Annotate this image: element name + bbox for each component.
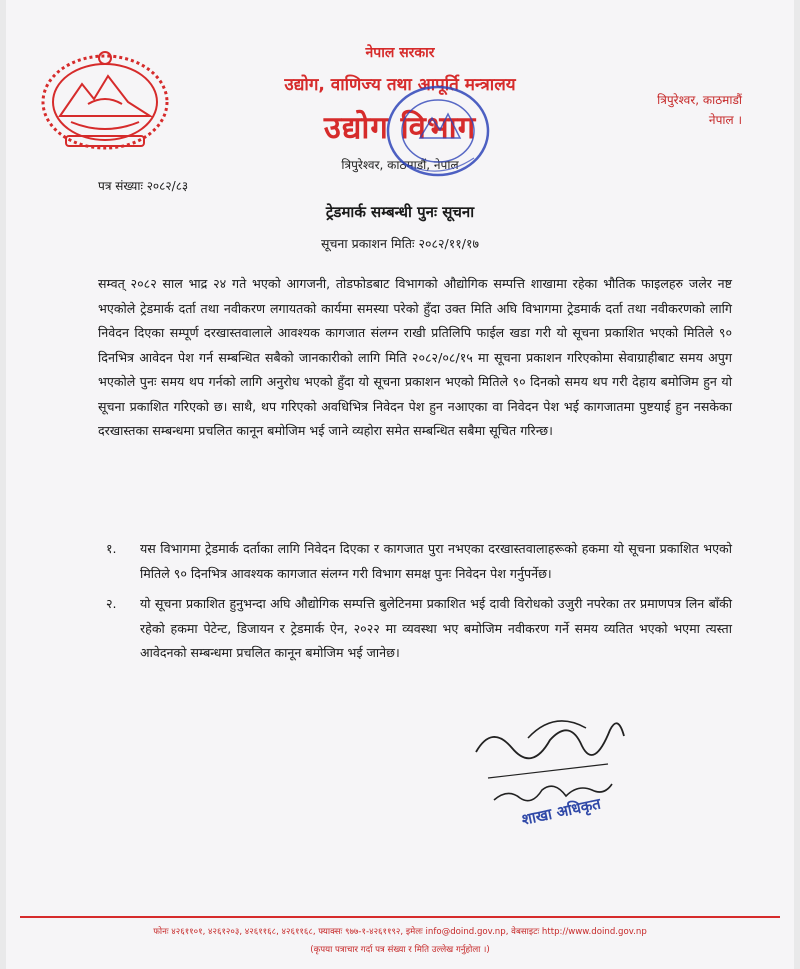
item-number: २. bbox=[106, 596, 117, 611]
government-name: नेपाल सरकार bbox=[365, 45, 435, 61]
office-stamp-icon bbox=[382, 78, 494, 184]
item-text: यस विभागमा ट्रेडमार्क दर्ताका लागि निवेदन दिएका र कागजात पुरा नभएका दरखास्तवालाहरूको हकमा यो सूचना प्रकाशित भएको मितिले ९० दिनभित्र आवश्यक कागजात संलग्न गरी विभाग समक्ष पुनः निवेदन पेश गर्नुपर्नेछ। bbox=[140, 541, 732, 581]
list-item bbox=[98, 537, 732, 586]
header-right-line1: त्रिपुरेश्वर, काठमाडौं bbox=[657, 93, 742, 107]
header-right-line2: नेपाल । bbox=[708, 113, 742, 127]
officer-designation: शाखा अधिकृत bbox=[520, 794, 603, 829]
list-item bbox=[98, 592, 732, 666]
footer-contact: फोनः ४२६११०१, ४२६१२०३, ४२६११६८, ४२६११६८, फ्याक्सः ९७७-१-४२६११९२, इमेलः info@doind.gov.np, वेबसाइटः http://www.doind.gov.np bbox=[153, 927, 647, 937]
reference-number: पत्र संख्याः २०८२/८३ bbox=[98, 179, 189, 193]
item-number: १. bbox=[106, 541, 117, 556]
notice-title: ट्रेडमार्क सम्बन्धी पुनः सूचना bbox=[325, 203, 475, 221]
notice-items bbox=[98, 537, 732, 672]
item-text: यो सूचना प्रकाशित हुनुभन्दा अघि औद्योगिक सम्पत्ति बुलेटिनमा प्रकाशित भई दावी विरोधको उजुरी नपरेका तर प्रमाणपत्र लिन बाँकी रहेको हकमा पेटेन्ट, डिजायन र ट्रेडमार्क ऐन, २०२२ मा व्यवस्था भए बमोजिम नवीकरण गर्ने समय व्यतित भएको भएमा त्यस्ता आवेदनको सम्बन्धमा प्रचलित कानून बमोजिम भई जानेछ। bbox=[140, 596, 732, 660]
notice-body: सम्वत् २०८२ साल भाद्र २४ गते भएको आगजनी, तोडफोडबाट विभागको औद्योगिक सम्पत्ति शाखामा रहेका भौतिक फाइलहरु जलेर नष्ट भएकोले ट्रेडमार्क दर्ता तथा नवीकरण लगायतको कार्यमा समस्या परेको हुँदा उक्त मिति अघि विभागमा ट्रेडमार्क दर्ता तथा नवीकरणको लागि निवेदन दिएका सम्पूर्ण दरखास्तवालाले आवश्यक कागजात संलग्न राखी प्रतिलिपि फाईल खडा गरी यो सूचना प्रकाशित भएको मितिले ९० दिनभित्र आवेदन पेश गर्न सम्बन्धित सबैको जानकारीको लागि मिति २०८२/०८/१५ मा सूचना प्रकाशन गरिएकोमा सेवाग्राहीबाट समय अपुग भएकोले पुनः समय थप गर्नको लागि अनुरोध भएको हुँदा यो सूचना प्रकाशन भएको मितिले ९० दिनको समय थप गरी देहाय बमोजिम हुन यो सूचना प्रकाशित गरिएको छ। साथै, थप गरिएको अवधिभित्र निवेदन पेश हुन नआएका वा निवेदन पेश भई कागजातमा पुष्टयाई हुन नसकेका दरखास्तका सम्बन्धमा प्रचलित कानून बमोजिम भई जाने व्यहोरा समेत सम्बन्धित सबैमा सूचित गरिन्छ। bbox=[98, 276, 732, 438]
department-address: त्रिपुरेश्वर, काठमाडौं, नेपाल bbox=[341, 158, 459, 172]
footer-note: (कृपया पत्राचार गर्दा पत्र संख्या र मिति उल्लेख गर्नुहोला ।) bbox=[310, 945, 490, 955]
footer-divider bbox=[20, 916, 780, 918]
ministry-name: उद्योग, वाणिज्य तथा आपूर्ति मन्त्रालय bbox=[284, 75, 516, 95]
department-name: उद्योग विभाग bbox=[323, 110, 477, 146]
header-right-address bbox=[657, 90, 742, 130]
publication-date: सूचना प्रकाशन मितिः २०८२/११/१७ bbox=[321, 236, 479, 251]
